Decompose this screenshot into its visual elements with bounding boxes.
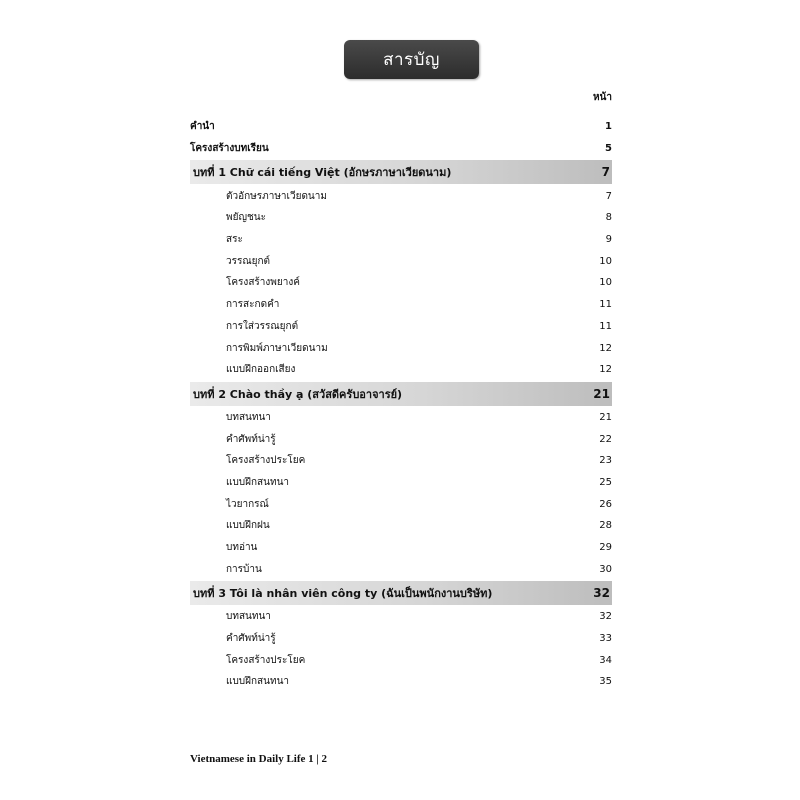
toc-item-row	[190, 450, 612, 472]
toc-item-row	[190, 337, 612, 359]
table-of-contents	[190, 116, 612, 693]
toc-entry-page-number: 28	[599, 520, 612, 532]
toc-entry-page-number: 25	[599, 476, 612, 488]
toc-item-row	[190, 649, 612, 671]
toc-entry-label: การใส่วรรณยุกต์	[226, 320, 299, 332]
toc-entry-label: คำศัพท์น่ารู้	[226, 433, 276, 445]
toc-item-row	[190, 472, 612, 494]
toc-item-row	[190, 207, 612, 229]
toc-entry-page-number: 8	[605, 212, 612, 224]
toc-entry-page-number: 12	[599, 364, 612, 376]
toc-item-row	[190, 628, 612, 650]
toc-entry-label: ตัวอักษรภาษาเวียดนาม	[226, 190, 327, 202]
toc-item-row	[190, 294, 612, 316]
toc-entry-page-number: 21	[593, 386, 610, 401]
toc-item-row	[190, 250, 612, 272]
toc-entry-page-number: 5	[605, 143, 612, 155]
toc-entry-page-number: 22	[599, 433, 612, 445]
toc-item-row	[190, 272, 612, 294]
toc-entry-label: บทอ่าน	[226, 542, 258, 554]
toc-entry-label: การพิมพ์ภาษาเวียดนาม	[226, 342, 328, 354]
toc-entry-label: บทที่ 2 Chào thầy ạ (สวัสดีครับอาจารย์)	[193, 387, 403, 401]
toc-entry-label: บทสนทนา	[226, 411, 271, 423]
toc-entry-label: โครงสร้างประโยค	[226, 455, 306, 467]
toc-entry-page-number: 11	[599, 320, 612, 332]
toc-entry-label: บทที่ 1 Chữ cái tiếng Việt (อักษรภาษาเวียดนาม)	[193, 166, 452, 180]
toc-item-row	[190, 493, 612, 515]
toc-entry-page-number: 34	[599, 654, 612, 666]
page-footer: Vietnamese in Daily Life 1 | 2	[190, 753, 328, 765]
toc-entry-label: แบบฝึกออกเสียง	[226, 364, 296, 376]
toc-entry-label: บทที่ 3 Tôi là nhân viên công ty (ฉันเป็นพนักงานบริษัท)	[193, 587, 493, 601]
toc-entry-page-number: 7	[601, 165, 610, 180]
toc-entry-label: คำศัพท์น่ารู้	[226, 633, 276, 645]
toc-chapter-row	[190, 160, 612, 184]
toc-entry-label: โครงสร้างพยางค์	[226, 277, 300, 289]
toc-item-row	[190, 558, 612, 580]
toc-entry-page-number: 26	[599, 498, 612, 510]
toc-entry-label: ไวยากรณ์	[226, 498, 269, 510]
toc-entry-page-number: 10	[599, 255, 612, 267]
toc-entry-label: แบบฝึกสนทนา	[226, 676, 290, 688]
toc-title: สารบัญ	[383, 50, 440, 70]
toc-item-row	[190, 671, 612, 693]
toc-entry-label: การสะกดคำ	[226, 299, 280, 311]
toc-item-row	[190, 316, 612, 338]
toc-title-box	[344, 40, 479, 79]
toc-entry-page-number: 23	[599, 455, 612, 467]
toc-entry-label: โครงสร้างประโยค	[226, 654, 306, 666]
toc-entry-page-number: 11	[599, 299, 612, 311]
toc-entry-label: แบบฝึกสนทนา	[226, 476, 290, 488]
toc-entry-page-number: 1	[605, 121, 612, 133]
toc-entry-label: โครงสร้างบทเรียน	[190, 143, 269, 155]
toc-entry-label: บทสนทนา	[226, 611, 271, 623]
toc-entry-page-number: 35	[599, 676, 612, 688]
toc-entry-page-number: 7	[605, 190, 612, 202]
toc-item-row	[190, 359, 612, 381]
toc-entry-label: พยัญชนะ	[226, 212, 266, 224]
toc-entry-label: การบ้าน	[226, 563, 262, 575]
toc-entry-page-number: 30	[599, 563, 612, 575]
toc-item-row	[190, 537, 612, 559]
toc-item-row	[190, 428, 612, 450]
toc-entry-page-number: 32	[593, 586, 610, 601]
toc-entry-page-number: 33	[599, 633, 612, 645]
toc-entry-label: แบบฝึกฝน	[226, 520, 270, 532]
page-column-header: หน้า	[592, 92, 612, 103]
toc-item-row	[190, 185, 612, 207]
toc-entry-label: คำนำ	[190, 121, 215, 133]
toc-entry-page-number: 12	[599, 342, 612, 354]
toc-item-row	[190, 229, 612, 251]
toc-front-row	[190, 116, 612, 138]
toc-entry-page-number: 10	[599, 277, 612, 289]
toc-front-row	[190, 138, 612, 160]
toc-entry-page-number: 29	[599, 542, 612, 554]
toc-chapter-row	[190, 382, 612, 406]
toc-entry-page-number: 32	[599, 611, 612, 623]
toc-item-row	[190, 515, 612, 537]
toc-item-row	[190, 606, 612, 628]
toc-entry-page-number: 9	[605, 234, 612, 246]
toc-entry-label: วรรณยุกต์	[226, 255, 271, 267]
toc-item-row	[190, 407, 612, 429]
toc-entry-label: สระ	[226, 234, 243, 246]
toc-chapter-row	[190, 581, 612, 605]
toc-entry-page-number: 21	[599, 411, 612, 423]
